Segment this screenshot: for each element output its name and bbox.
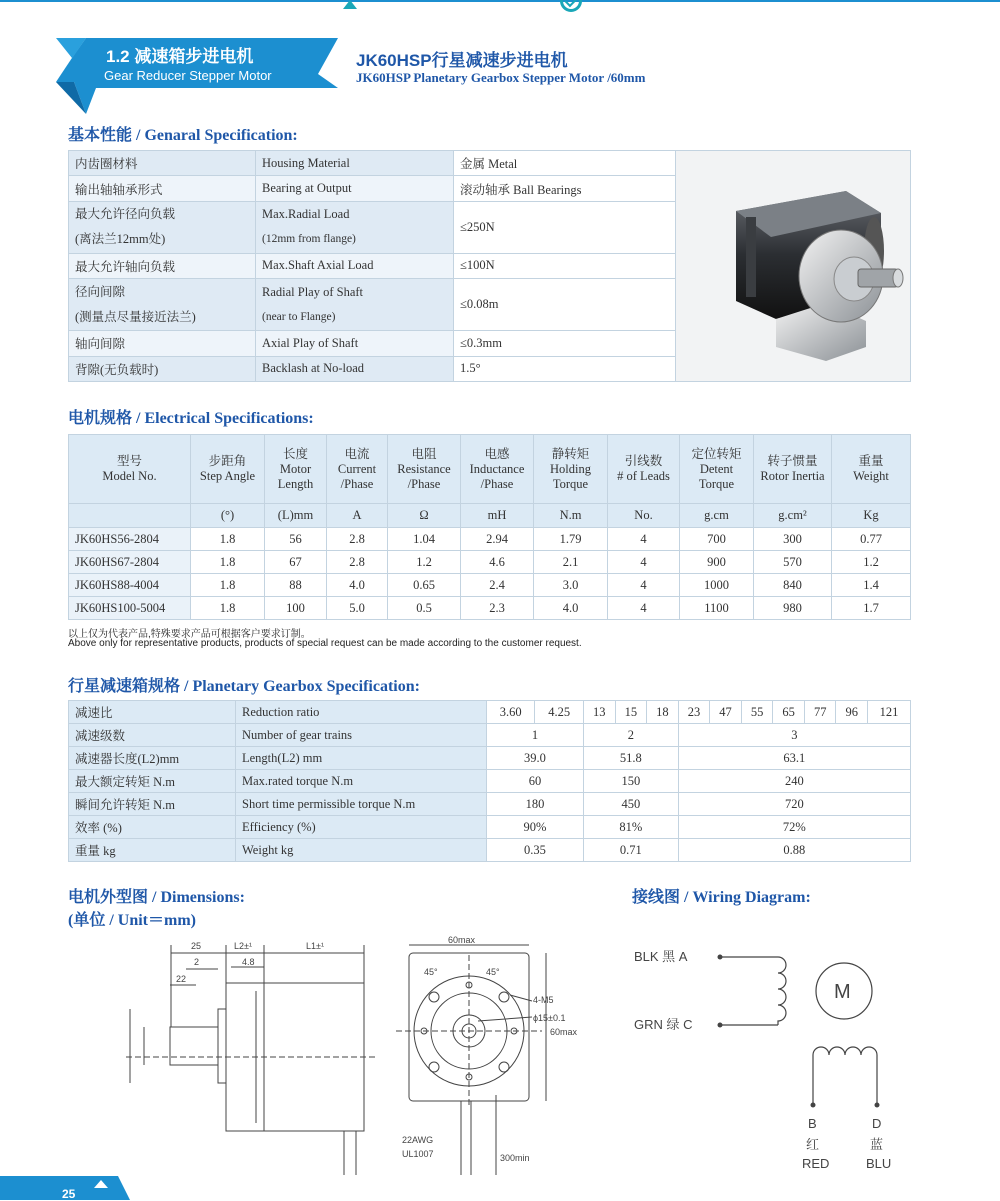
general-en-note: (12mm from flange) [262,233,356,246]
reduction-ratio-cell: 121 [868,701,911,724]
general-en-cell [256,331,454,356]
motor-photo [676,151,911,382]
dim-22: 22 [176,974,187,984]
table-cell: 1.8 [191,528,265,551]
table-cell: 1.04 [388,528,461,551]
electrical-header-cn: 电阻 [411,446,437,461]
electrical-header-en: Weight [853,469,889,483]
gearbox-row [69,747,911,770]
gearbox-label-cn: 减速比 [69,701,236,724]
electrical-header-cn: 型号 [116,454,142,468]
gearbox-label-en: Short time permissible torque N.m [236,793,487,816]
electrical-header [265,435,327,504]
wire-type: UL1007 [402,1149,434,1159]
gearbox-row [69,724,911,747]
general-cn: 内齿圈材料 [75,157,138,172]
table-cell: 2.4 [461,574,534,597]
dimensions-unit: (单位 / Unit＝mm) [68,912,196,929]
reduction-ratio-cell: 3.60 [487,701,535,724]
gearbox-value: 63.1 [678,747,910,770]
electrical-header-cn: 静转矩 [551,446,590,461]
table-cell: 700 [680,528,754,551]
electrical-header-en: Inductance /Phase [469,461,525,491]
electrical-header-en: # of Leads [617,469,670,483]
electrical-header [832,435,911,504]
shaft-outline [170,1027,218,1065]
electrical-header-cn: 定位转矩 [691,446,742,461]
table-cell: 4.0 [327,574,388,597]
table-cell: 67 [265,551,327,574]
electrical-header [388,435,461,504]
electrical-header-en: Model No. [102,469,157,483]
reduction-ratio-cell: 23 [678,701,710,724]
gearbox-label-en: Max.rated torque N.m [236,770,487,793]
general-cn: 背隙(无负载时) [75,362,159,377]
gearbox-label-en: Reduction ratio [236,701,487,724]
electrical-header [461,435,534,504]
electrical-header [754,435,832,504]
general-cn-cell [69,151,256,176]
model-number: JK60HS100-5004 [69,597,191,620]
general-value: ≤0.3mm [454,331,676,356]
gearbox-label-cn: 重量 kg [69,839,236,862]
reduction-ratio-cell: 4.25 [535,701,583,724]
coil-a-c [778,957,786,1025]
table-cell: 0.5 [388,597,461,620]
table-cell: 570 [754,551,832,574]
electrical-unit: Ω [388,504,461,528]
general-spec-table [68,150,911,382]
dim-side-60: 60max [550,1027,578,1037]
electrical-unit [69,504,191,528]
general-value: 滚动轴承 Ball Bearings [454,176,676,201]
table-cell: 0.77 [832,528,911,551]
electrical-unit: Kg [832,504,911,528]
gearbox-value: 3 [678,724,910,747]
electrical-header [608,435,680,504]
dim-angle-a: 45° [424,967,438,977]
electrical-header-en: Detent Torque [698,461,735,491]
reduction-ratio-cell: 47 [710,701,742,724]
general-cn-cell [69,331,256,356]
general-row [69,151,911,176]
reduction-ratio-cell: 15 [615,701,647,724]
gearbox-value: 0.88 [678,839,910,862]
wire-grn-label: GRN 绿 C [634,1017,693,1032]
wire-gauge: 22AWG [402,1135,434,1145]
electrical-header [680,435,754,504]
table-cell: 1.8 [191,574,265,597]
dim-4-8: 4.8 [242,957,255,967]
dim-25: 25 [191,941,202,951]
electrical-header-en: Current /Phase [337,461,377,491]
top-triangle-icon [343,0,357,9]
dim-300min: 300min [500,1153,530,1163]
wire-blk-label: BLK 黑 A [634,949,688,964]
gearbox-value: 39.0 [487,747,584,770]
table-cell: 1000 [680,574,754,597]
table-cell: 300 [754,528,832,551]
table-cell: 0.65 [388,574,461,597]
electrical-unit: N.m [534,504,608,528]
product-title: JK60HSP行星减速步进电机 [356,51,568,70]
general-en: Housing Material [262,155,350,170]
general-en-cell [256,279,454,331]
top-rule [0,0,1000,2]
electrical-unit: No. [608,504,680,528]
table-row [69,574,911,597]
gearbox-value: 150 [583,770,678,793]
wiring-diagram [628,935,928,1180]
model-number: JK60HS88-4004 [69,574,191,597]
general-value: ≤0.08m [454,279,676,331]
general-en-cell [256,253,454,278]
table-cell: 1.79 [534,528,608,551]
gearbox-label-en: Number of gear trains [236,724,487,747]
section-banner [56,36,338,114]
table-cell: 4 [608,551,680,574]
general-value: 金属 Metal [454,151,676,176]
gearbox-label-cn: 减速器长度(L2)mm [69,747,236,770]
table-cell: 2.8 [327,528,388,551]
table-cell: 1.2 [388,551,461,574]
motor-letter: M [834,981,851,1003]
gearbox-row [69,770,911,793]
general-en: Max.Shaft Axial Load [262,258,374,273]
table-cell: 980 [754,597,832,620]
section-title-en: Gear Reducer Stepper Motor [104,68,272,83]
gearbox-label-cn: 最大额定转矩 N.m [69,770,236,793]
table-row [69,551,911,574]
gearbox-value: 72% [678,816,910,839]
gearbox-spec-table [68,700,911,862]
gearbox-value: 51.8 [583,747,678,770]
table-cell: 88 [265,574,327,597]
wire-red-letter: B [808,1116,817,1131]
electrical-header-cn: 电流 [344,446,370,461]
general-en: Max.Radial Load [262,207,350,222]
note-cn: 以上仅为代表产品,特殊要求产品可根据客户要求订制。 [68,629,311,640]
reduction-ratio-cell: 18 [647,701,679,724]
wire-red-cn: 红 [806,1137,820,1152]
top-check-circle-icon [560,0,582,12]
general-en-cell [256,176,454,201]
table-cell: 4.6 [461,551,534,574]
gearbox-row [69,816,911,839]
table-cell: 4 [608,574,680,597]
gearbox-value: 720 [678,793,910,816]
table-cell: 2.8 [327,551,388,574]
general-value: ≤100N [454,253,676,278]
page-number: 25 [62,1187,76,1201]
general-en-note: (near to Flange) [262,310,336,323]
gearbox-value: 81% [583,816,678,839]
electrical-header-cn: 步距角 [208,454,247,468]
table-cell: 56 [265,528,327,551]
electrical-header-en: Rotor Inertia [760,469,825,483]
electrical-header-en: Motor Length [277,461,314,491]
general-en: Radial Play of Shaft [262,284,364,299]
gearbox-ratio-row [69,701,911,724]
reduction-ratio-cell: 65 [773,701,805,724]
electrical-unit: (L)mm [265,504,327,528]
general-cn-cell [69,253,256,278]
reduction-ratio-cell: 13 [583,701,615,724]
table-cell: 2.1 [534,551,608,574]
table-cell: 3.0 [534,574,608,597]
electrical-header-en: Holding Torque [550,461,591,491]
gearbox-value: 2 [583,724,678,747]
dim-pcd: ϕ15±0.1 [533,1013,566,1023]
table-row [69,528,911,551]
electrical-unit: g.cm² [754,504,832,528]
general-en: Bearing at Output [262,181,352,196]
general-cn: 最大允许径向负载 [75,207,176,222]
dim-l1: L1±¹ [306,941,324,951]
dim-angle-b: 45° [486,967,500,977]
general-en-cell [256,201,454,253]
general-spec-heading: 基本性能 / Genaral Specification: [68,127,298,144]
electrical-unit: A [327,504,388,528]
electrical-header-cn: 引线数 [624,454,663,468]
gearbox-value: 450 [583,793,678,816]
coil-b-d [813,1047,877,1055]
general-en-cell [256,356,454,381]
table-cell: 900 [680,551,754,574]
electrical-header-cn: 转子惯量 [767,454,818,468]
gearbox-value: 0.35 [487,839,584,862]
general-cn: 输出轴轴承形式 [75,182,163,197]
wire-blu-cn: 蓝 [870,1137,884,1152]
table-cell: 4.0 [534,597,608,620]
wire-blu-en: BLU [866,1156,892,1171]
table-cell: 100 [265,597,327,620]
gearbox-label-cn: 瞬间允许转矩 N.m [69,793,236,816]
general-cn-cell [69,279,256,331]
general-cn-note: (测量点尽量接近法兰) [75,309,196,324]
electrical-header-cn: 长度 [282,446,308,461]
general-cn-note: (离法兰12mm处) [75,232,166,247]
table-cell: 840 [754,574,832,597]
wire-red-en: RED [802,1156,830,1171]
electrical-header-en: Step Angle [199,469,256,483]
gearbox-spec-heading: 行星减速箱规格 / Planetary Gearbox Specification: [68,678,420,695]
general-value: ≤250N [454,201,676,253]
section-title-cn: 1.2 减速箱步进电机 [106,47,254,66]
table-cell: 4 [608,597,680,620]
dimensions-heading: 电机外型图 / Dimensions: [68,889,245,906]
electrical-header [191,435,265,504]
gearbox-row [69,839,911,862]
motor-photo-icon [676,151,908,377]
table-cell: 1.4 [832,574,911,597]
gearbox-value: 1 [487,724,584,747]
general-cn: 径向间隙 [75,284,126,299]
electrical-header-en: Resistance /Phase [397,461,451,491]
reduction-ratio-cell: 77 [804,701,836,724]
general-cn-cell [69,356,256,381]
general-cn: 最大允许轴向负载 [75,259,176,274]
electrical-unit: (°) [191,504,265,528]
reduction-ratio-cell: 96 [836,701,868,724]
note-en: Above only for representative products, products of special request can be made according to the customer request. [68,638,582,649]
general-cn-cell [69,201,256,253]
table-cell: 1.8 [191,597,265,620]
table-cell: 4 [608,528,680,551]
product-subtitle: JK60HSP Planetary Gearbox Stepper Motor /60mm [356,70,646,85]
reduction-ratio-cell: 55 [741,701,773,724]
table-cell: 5.0 [327,597,388,620]
electrical-header-cn: 重量 [858,454,884,468]
gearbox-row [69,793,911,816]
table-cell: 1100 [680,597,754,620]
gearbox-label-en: Efficiency (%) [236,816,487,839]
model-number: JK60HS56-2804 [69,528,191,551]
table-cell: 1.2 [832,551,911,574]
general-cn-cell [69,176,256,201]
table-cell: 2.3 [461,597,534,620]
table-row [69,597,911,620]
gearbox-value: 180 [487,793,584,816]
general-en: Axial Play of Shaft [262,335,359,350]
gearbox-label-cn: 减速级数 [69,724,236,747]
dim-2: 2 [194,957,200,967]
electrical-header [69,435,191,504]
electrical-header [327,435,388,504]
electrical-unit: mH [461,504,534,528]
gearbox-value: 60 [487,770,584,793]
gearbox-value: 240 [678,770,910,793]
general-cn: 轴向间隙 [75,337,126,352]
table-cell: 1.8 [191,551,265,574]
gearbox-label-cn: 效率 (%) [69,816,236,839]
table-cell: 1.7 [832,597,911,620]
gearbox-label-en: Weight kg [236,839,487,862]
model-number: JK60HS67-2804 [69,551,191,574]
wiring-heading: 接线图 / Wiring Diagram: [632,889,811,906]
general-value: 1.5° [454,356,676,381]
gearbox-value: 0.71 [583,839,678,862]
electrical-unit: g.cm [680,504,754,528]
dim-holes: 4-M5 [533,995,554,1005]
electrical-header [534,435,608,504]
dim-60max: 60max [448,935,476,945]
general-en-cell [256,151,454,176]
dim-l2: L2±¹ [234,941,252,951]
general-en: Backlash at No-load [262,361,365,376]
electrical-spec-table [68,434,911,620]
gearbox-label-en: Length(L2) mm [236,747,487,770]
electrical-header-cn: 电感 [484,446,510,461]
gearbox-value: 90% [487,816,584,839]
electrical-spec-heading: 电机规格 / Electrical Specifications: [68,410,314,427]
dimension-drawing [66,935,606,1180]
wire-blu-letter: D [872,1116,882,1131]
table-cell: 2.94 [461,528,534,551]
